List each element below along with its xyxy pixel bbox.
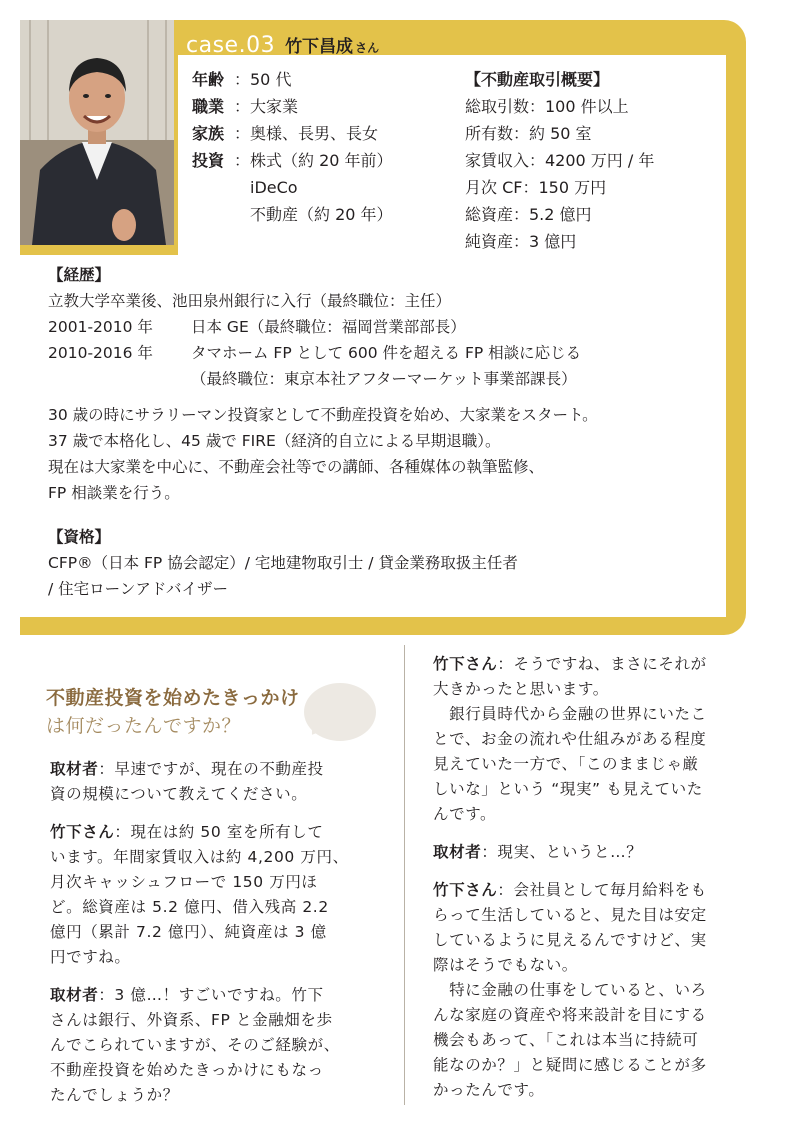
dialogue-paragraph xyxy=(433,652,707,827)
fact-age: 年齢 ： 50 代 xyxy=(192,66,393,93)
dialogue-line: 月次キャッシュフローで 150 万円ほ xyxy=(50,873,318,891)
dialogue-paragraph xyxy=(50,820,349,970)
fact-label: 年齢 xyxy=(192,70,225,89)
question-title-line: は何だったんですか？ xyxy=(46,715,242,737)
fact-family: 家族 ： 奥様、長男、長女 xyxy=(192,120,393,147)
dialogue-line: 機会もあって、「これは本当に持続可 xyxy=(433,1031,699,1049)
dialogue-line: らって生活していると、見た目は安定 xyxy=(433,906,707,924)
interviewee-name: 竹下昌成 xyxy=(285,37,354,57)
profile-photo xyxy=(20,20,174,245)
career-year xyxy=(48,366,191,392)
career-row xyxy=(48,366,598,392)
career-summary-line: 37 歳で本格化し、45 歳で FIRE（経済的自立による早期退職）。 xyxy=(48,432,501,450)
dialogue-line: たんでしょうか？ xyxy=(50,1086,179,1104)
career-row xyxy=(48,340,598,366)
deal-summary xyxy=(465,66,654,255)
speaker: 竹下さん xyxy=(433,655,498,673)
career-line: 立教大学卒業後、池田泉州銀行に入行（最終職位：主任） xyxy=(48,292,452,310)
speaker: 取材者 xyxy=(50,986,99,1004)
fact-label: 職業 xyxy=(192,97,225,116)
dialogue-line: 円ですね。 xyxy=(50,948,131,966)
dialogue-line: しいな」という “現実” も見えていた xyxy=(433,780,703,798)
fact-label: 投資 xyxy=(192,151,225,170)
deal-summary-heading: 【不動産取引概要】 xyxy=(465,70,610,89)
dialogue-line: 能なのか？」と疑問に感じることが多 xyxy=(433,1056,707,1074)
dialogue-line: 際はそうでもない。 xyxy=(433,956,578,974)
dialogue-line: ：3 億…！すごいですね。竹下 xyxy=(98,986,324,1004)
dialogue-line: ：現在は約 50 室を所有して xyxy=(114,823,324,841)
fact-value: 株式（約 20 年前） xyxy=(250,151,393,170)
dialogue-line: ：現実、というと…？ xyxy=(481,843,643,861)
question-title xyxy=(46,684,300,740)
dialogue-line: 億円（累計 7.2 億円）、純資産は 3 億 xyxy=(50,923,327,941)
deal-item: 月次 CF：150 万円 xyxy=(465,178,607,197)
career-section xyxy=(48,262,598,602)
fact-value: 大家業 xyxy=(250,97,299,116)
career-summary-line: FP 相談業を行う。 xyxy=(48,484,180,502)
question-title-line: 不動産投資を始めたきっかけ xyxy=(46,687,300,709)
dialogue-line: ど。総資産は 5.2 億円、借入残高 2.2 xyxy=(50,898,329,916)
deal-item: 純資産：3 億円 xyxy=(465,232,577,251)
fact-value: iDeCo xyxy=(250,178,298,197)
dialogue-line: 不動産投資を始めたきっかけにもなっ xyxy=(50,1061,324,1079)
dialogue-line: ：会社員として毎月給料をも xyxy=(497,881,707,899)
fact-value: 奥様、長男、長女 xyxy=(250,124,379,143)
qualifications-heading: 【資格】 xyxy=(48,528,111,546)
dialogue-line: さんは銀行、外資系、FP と金融畑を歩 xyxy=(50,1011,333,1029)
career-text: （最終職位：東京本社アフターマーケット事業部課長） xyxy=(191,370,577,388)
dialogue-line: 大きかったと思います。 xyxy=(433,680,609,698)
dialogue-paragraph xyxy=(433,840,707,865)
speaker: 取材者 xyxy=(50,760,99,778)
interview-right-column xyxy=(433,652,707,1116)
column-divider xyxy=(404,645,405,1105)
deal-item: 家賃収入：4200 万円 / 年 xyxy=(465,151,655,170)
qualification-line: CFP®（日本 FP 協会認定）/ 宅地建物取引士 / 貸金業務取扱主任者 xyxy=(48,554,518,572)
speaker: 竹下さん xyxy=(433,881,498,899)
deal-item: 総取引数：100 件以上 xyxy=(465,97,629,116)
dialogue-paragraph xyxy=(50,983,349,1108)
speaker: 取材者 xyxy=(433,843,482,861)
dialogue-line: んです。 xyxy=(433,805,497,823)
dialogue-line: しているように見えるんですけど、実 xyxy=(433,931,707,949)
deal-item: 所有数：約 50 室 xyxy=(465,124,592,143)
case-number: case.03 xyxy=(186,33,276,58)
dialogue-line: 銀行員時代から金融の世界にいたこ xyxy=(433,705,707,723)
speaker: 竹下さん xyxy=(50,823,115,841)
career-year: 2001-2010 年 xyxy=(48,318,153,336)
interview-left-column xyxy=(50,757,349,1121)
career-row xyxy=(48,314,598,340)
dialogue-paragraph xyxy=(433,878,707,1103)
dialogue-paragraph xyxy=(50,757,349,807)
dialogue-line: 見えていた一方で、「このままじゃ厳 xyxy=(433,755,699,773)
dialogue-line: んな家庭の資産や将来設計を目にする xyxy=(433,1006,707,1024)
dialogue-line: ：早速ですが、現在の不動産投 xyxy=(98,760,324,778)
career-heading: 【経歴】 xyxy=(48,266,111,284)
honorific: さん xyxy=(355,41,380,55)
dialogue-line: います。年間家賃収入は約 4,200 万円、 xyxy=(50,848,349,866)
case-header xyxy=(186,32,379,58)
dialogue-line: ：そうですね、まさにそれが xyxy=(497,655,707,673)
dialogue-line: んでこられていますが、そのご経験が、 xyxy=(50,1036,340,1054)
deal-item: 総資産：5.2 億円 xyxy=(465,205,592,224)
dialogue-line: とで、お金の流れや仕組みがある程度 xyxy=(433,730,707,748)
fact-value: 不動産（約 20 年） xyxy=(250,205,393,224)
dialogue-line: かったんです。 xyxy=(433,1081,545,1099)
career-summary-line: 現在は大家業を中心に、不動産会社等での講師、各種媒体の執筆監修、 xyxy=(48,458,545,476)
career-text: タマホーム FP として 600 件を超える FP 相談に応じる xyxy=(191,344,582,362)
dialogue-line: 資の規模について教えてください。 xyxy=(50,785,308,803)
fact-value: 50 代 xyxy=(250,70,292,89)
career-year: 2010-2016 年 xyxy=(48,344,153,362)
profile-facts xyxy=(192,66,393,228)
career-summary-line: 30 歳の時にサラリーマン投資家として不動産投資を始め、大家業をスタート。 xyxy=(48,406,598,424)
fact-investment: 投資 ： 株式（約 20 年前） iDeCo 不動産（約 20 年） xyxy=(192,147,393,228)
fact-occupation: 職業 ： 大家業 xyxy=(192,93,393,120)
qualification-line: / 住宅ローンアドバイザー xyxy=(48,580,229,598)
career-text: 日本 GE（最終職位：福岡営業部部長） xyxy=(191,318,466,336)
dialogue-line: 特に金融の仕事をしていると、いろ xyxy=(433,981,707,999)
fact-label: 家族 xyxy=(192,124,225,143)
